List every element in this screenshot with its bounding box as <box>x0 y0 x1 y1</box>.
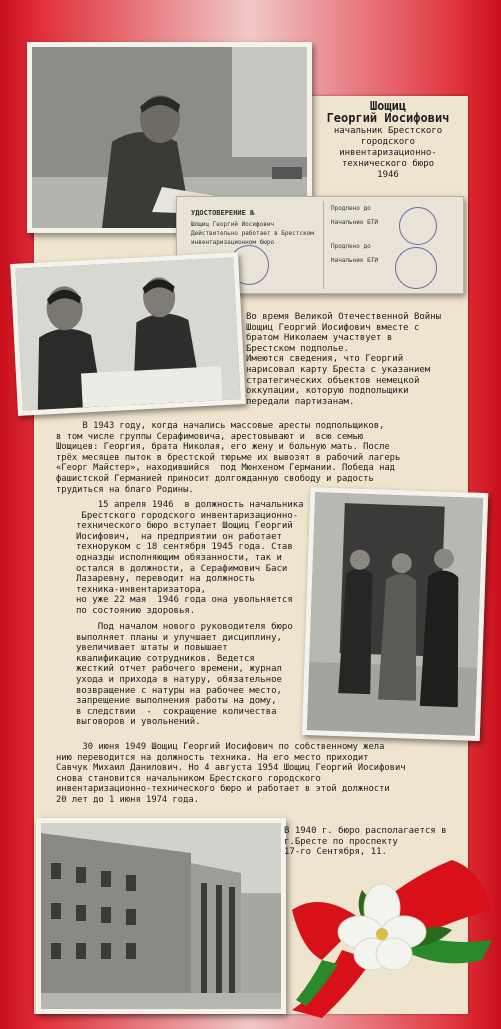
certificate-right-4: Начальник БТИ <box>331 257 378 264</box>
certificate-title: УДОСТОВЕРЕНИЕ № <box>191 209 255 217</box>
paragraph-location-1940: В 1940 г. бюро располагается в г.Бресте по проспекту 17-го Сентября, 11. <box>284 826 447 858</box>
photo-building <box>36 818 286 1014</box>
name-line-1: Шощиц <box>369 99 407 113</box>
paragraph-april-1946: 15 апреля 1946 в должность начальника Брестского городского инвентаризационно- технического бюро вступает Шощиц Георгий Иосифович, на предприятии он работает техноруком с 18 сентября 1945 года. Став одназды исполняющим обязанности, так и остался в должности, а Серафимович Баси Лазаревну, переводит на должность техника-инвентаризатора, но уже 22 мая 1946 года она увольняется по состоянию здоровья. <box>76 500 304 616</box>
header-block <box>312 100 464 181</box>
photo-two-men <box>10 252 246 416</box>
certificate-right-2: Начальник БТИ <box>331 219 378 226</box>
certificate-line-2: Действительно работает в Брестском <box>191 230 314 237</box>
stamp-seal-right-bottom <box>395 247 437 289</box>
stamp-seal-right-top <box>399 207 437 245</box>
paragraph-june-1949: 30 июня 1949 Шощиц Георгий Иосифович по собственному жела нию переводится на должность техника. На его место приходит Савчук Михаил Данилович. Но 4 августа 1954 Шощиц Георгий Иосифович снова становится начальником Брестского городского инвентаризационно-технического бюро и работает в этой должности 20 лет до 1 июня 1974 года. <box>56 742 406 805</box>
paragraph-management: Под началом нового руководителя бюро выполняет планы и улучшает дисциплину, увеличивает штаты и повышает квалификацию сотрудников. Ведется жесткий отчет рабочего времени, журнал ухода и прихода в натуру, обязательное возвращение с натуры на рабочее место, запрещение выполнения работы на дому, в следствии - сокращение количества выговоров и увольнений. <box>76 622 293 728</box>
name-line-2: Георгий Иосифович <box>326 111 450 125</box>
flower-ribbon-decoration <box>282 850 498 1020</box>
paragraph-arrest-1943: В 1943 году, когда начались массовые аресты подпольщиков, в том числе группы Серафимовича, арестовывают и всю семью Шощицев: Георгия, брата Николая, его жену и больную мать. После трёх месяцев пыток в брестской тюрьме их вывозят в рабочий лагерь «Георг Майстер», находившийся под Мюнхеном Германии. Победа над фашистской Германией приносит долгожданную свободу и радость трудиться на благо Родины. <box>56 421 401 495</box>
certificate-right-3: Продлено до <box>331 243 371 250</box>
certificate-right-1: Продлено до <box>331 205 371 212</box>
position-text: начальник Брестского городского инвентаризационно- технического бюро 1946 <box>333 126 443 180</box>
paragraph-war-underground: Во время Великой Отечественной Войны Шощиц Георгий Иосифович вместе с братом Николаем участвует в Брестском подполье. Имеются сведения, что Георгий нарисовал карту Бреста с указанием стратегических объектов немецкой оккупации, которую подпольщики передали партизанам. <box>246 312 442 407</box>
photo-three-men-door <box>302 487 489 741</box>
certificate-line-3: инвентаризационном бюро <box>191 239 275 246</box>
certificate-line-1: Шощиц Георгий Иосифович <box>191 221 275 228</box>
